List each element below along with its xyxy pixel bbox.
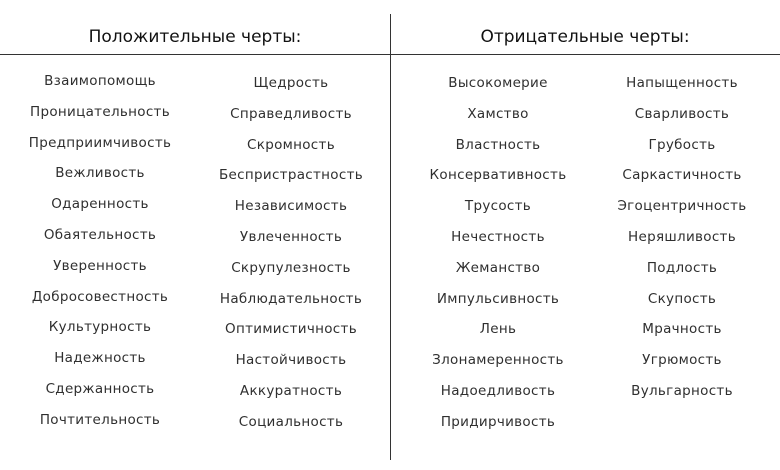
trait-item: Трусость <box>464 198 532 215</box>
trait-item: Угрюмость <box>642 352 722 369</box>
trait-item: Настойчивость <box>235 352 347 369</box>
trait-item: Аккуратность <box>239 382 343 399</box>
trait-item: Скупость <box>647 290 717 307</box>
trait-item: Хамство <box>467 105 529 122</box>
trait-item: Надоедливость <box>440 382 556 399</box>
trait-item: Нечестность <box>451 228 545 245</box>
trait-item: Подлость <box>646 259 718 276</box>
trait-item: Скрупулезность <box>231 259 351 276</box>
negative-traits-heading: Отрицательные черты: <box>480 27 690 47</box>
trait-item: Властность <box>455 136 541 153</box>
negative-traits-list-2 <box>596 72 768 411</box>
trait-item: Оптимистичность <box>225 321 357 338</box>
trait-item: Увлеченность <box>239 228 343 245</box>
trait-item: Неряшливость <box>628 228 736 245</box>
trait-item: Проницательность <box>30 103 170 120</box>
trait-item: Напыщенность <box>626 75 738 91</box>
trait-item: Уверенность <box>53 257 147 274</box>
trait-item: Мрачность <box>642 321 722 338</box>
trait-item: Социальность <box>238 413 344 430</box>
trait-item: Высокомерие <box>448 75 548 91</box>
trait-item: Импульсивность <box>436 290 560 307</box>
trait-item: Сварливость <box>634 105 730 122</box>
trait-item: Лень <box>479 321 517 338</box>
trait-item: Вульгарность <box>631 382 733 399</box>
trait-item: Придирчивость <box>440 413 556 430</box>
trait-item: Почтительность <box>39 411 161 428</box>
trait-item: Злонамеренность <box>432 352 564 369</box>
trait-item: Взаимопомощь <box>44 73 156 89</box>
positive-traits-list-1 <box>10 70 190 440</box>
negative-traits-list-1 <box>408 72 588 442</box>
trait-item: Беспристрастность <box>218 167 363 184</box>
trait-item: Предприимчивость <box>28 134 172 151</box>
trait-item: Грубость <box>648 136 716 153</box>
trait-item: Эгоцентричность <box>617 198 747 215</box>
trait-item: Справедливость <box>230 105 352 122</box>
trait-item: Надежность <box>54 350 146 367</box>
trait-item: Обаятельность <box>43 226 157 243</box>
trait-item: Вежливость <box>55 165 145 182</box>
positive-traits-heading: Положительные черты: <box>88 27 302 47</box>
trait-item: Жеманство <box>455 259 541 276</box>
positive-traits-list-2 <box>200 72 382 442</box>
trait-item: Щедрость <box>253 75 329 91</box>
trait-item: Одаренность <box>51 196 149 213</box>
trait-item: Культурность <box>48 319 152 336</box>
trait-item: Саркастичность <box>622 167 742 184</box>
trait-item: Консервативность <box>429 167 567 184</box>
trait-item: Сдержанность <box>45 380 155 397</box>
trait-item: Добросовестность <box>31 288 169 305</box>
trait-item: Независимость <box>234 198 348 215</box>
column-divider <box>390 14 391 460</box>
trait-item: Наблюдательность <box>219 290 363 307</box>
trait-item: Скромность <box>247 136 335 153</box>
